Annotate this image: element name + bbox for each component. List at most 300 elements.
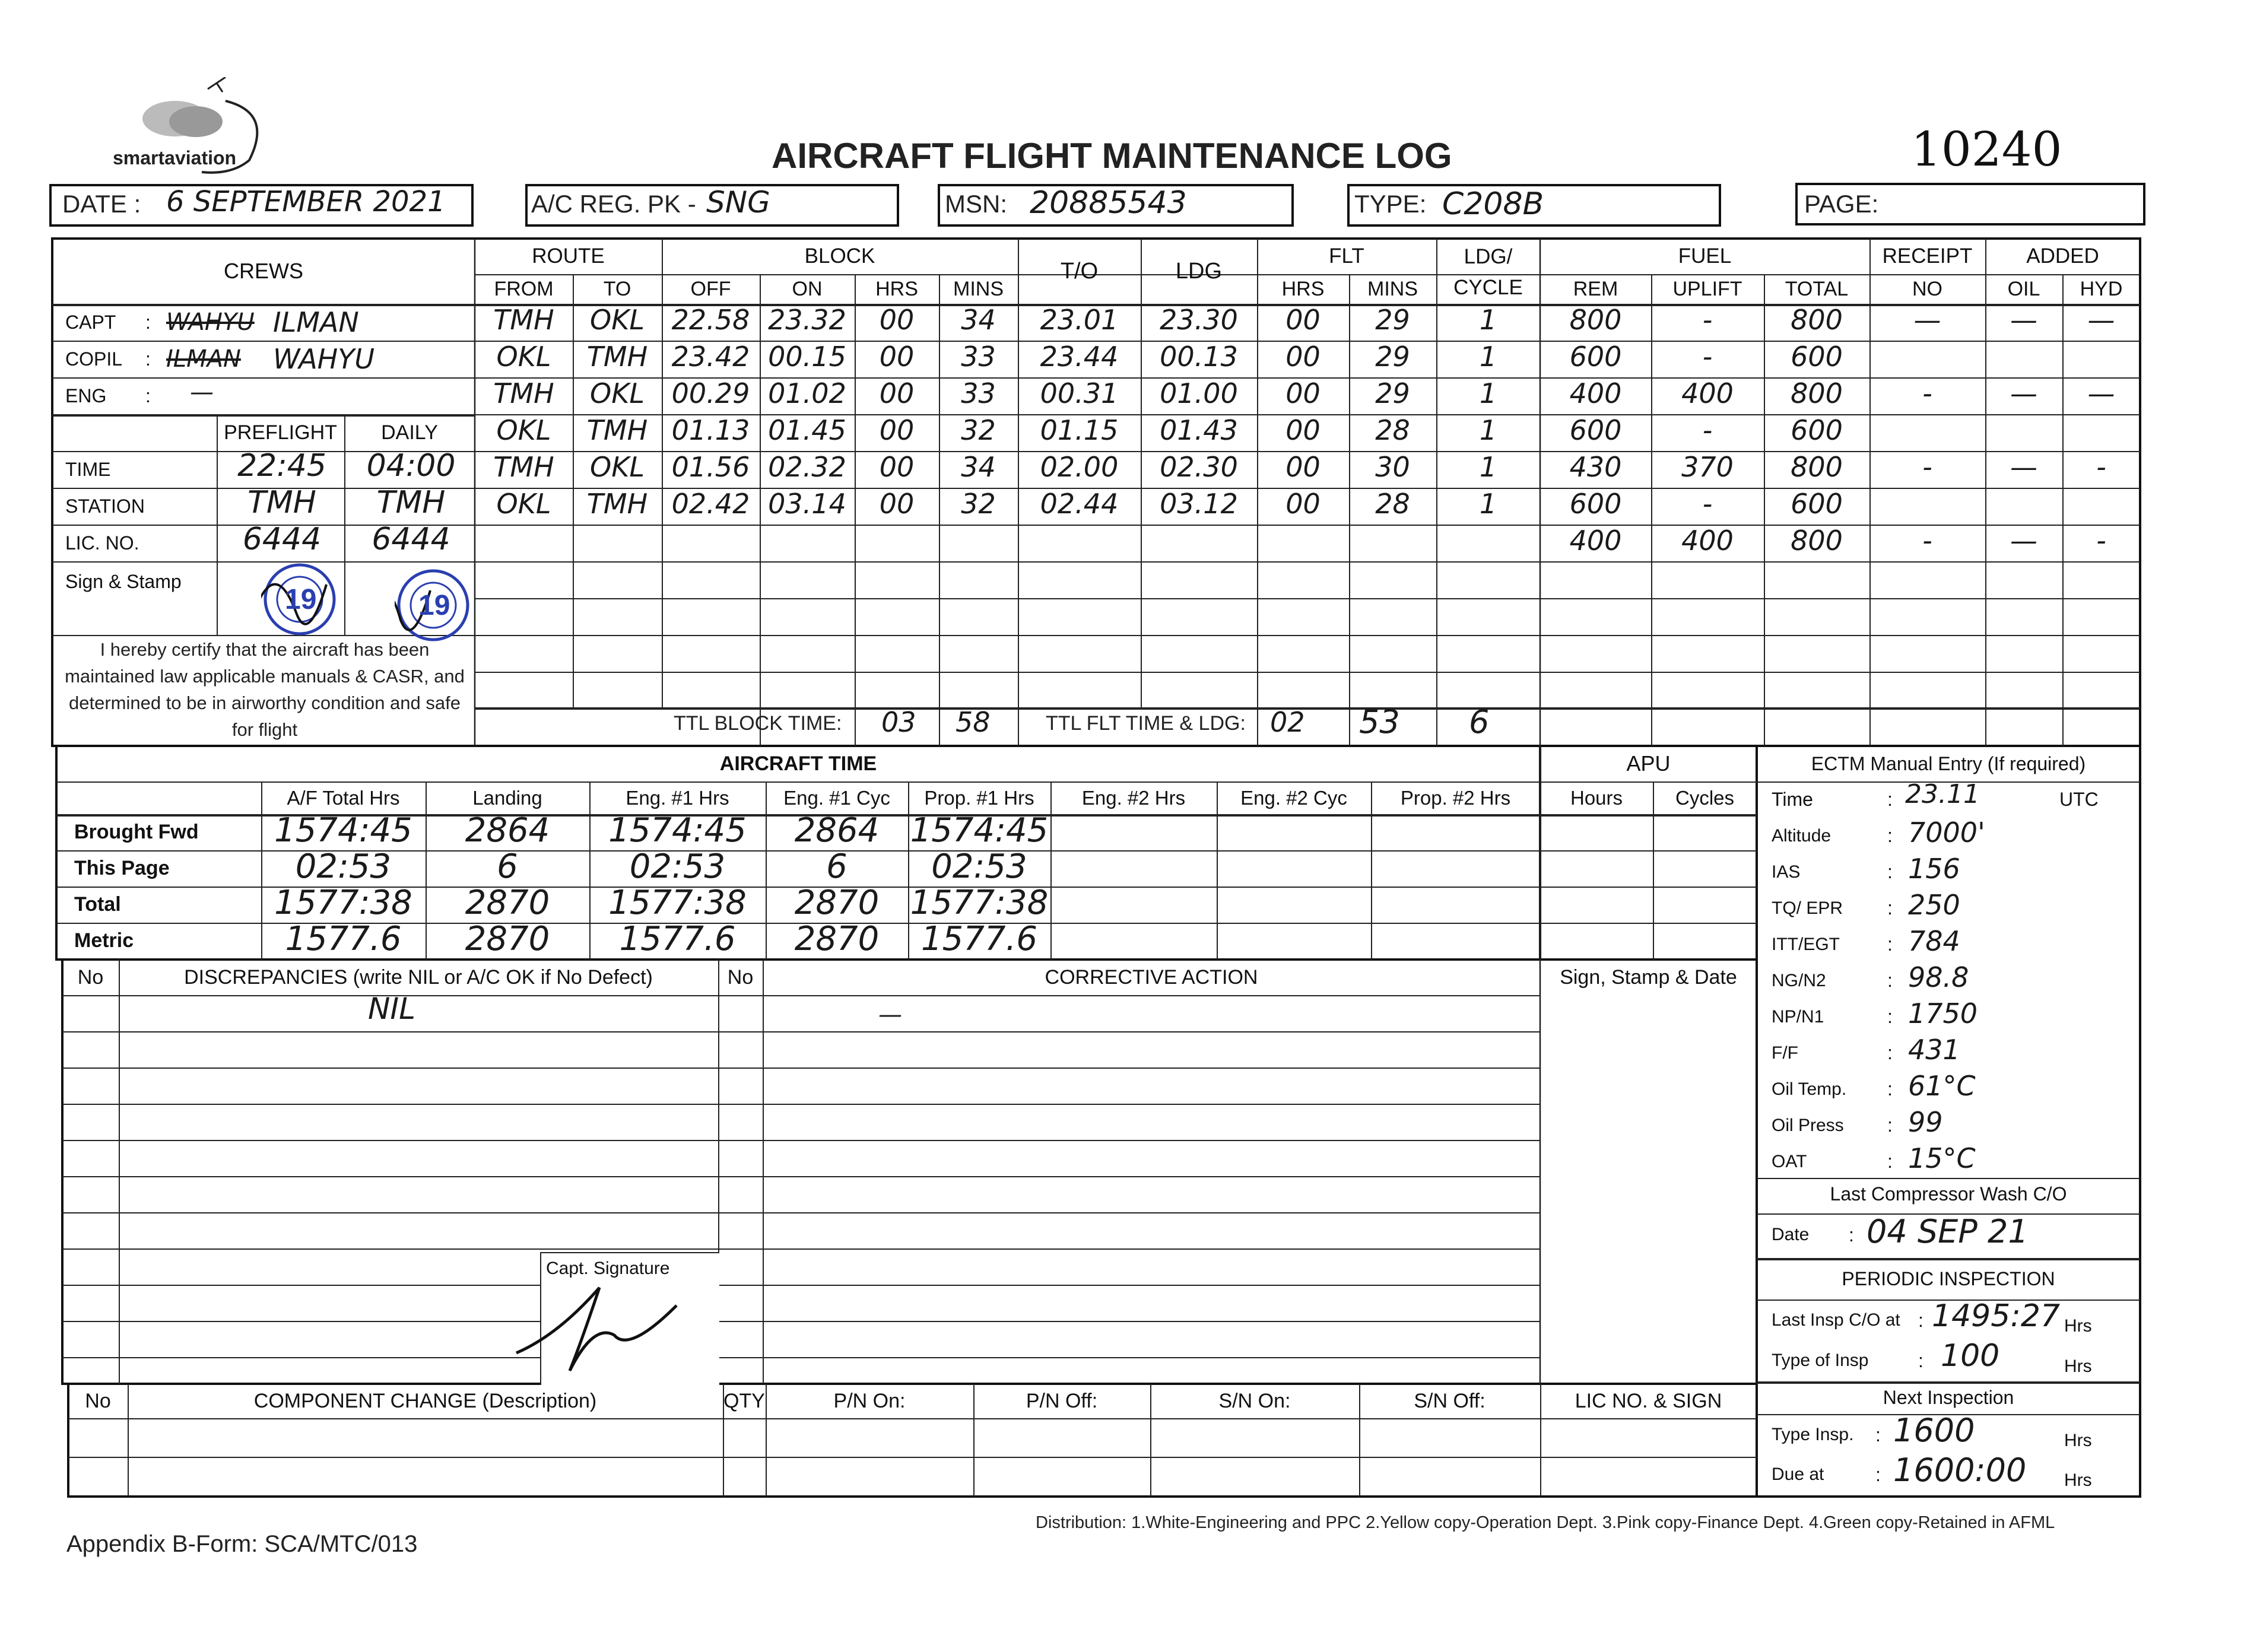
col-header-landing: LDG <box>1175 258 1223 284</box>
rule-line <box>1371 781 1372 960</box>
msn-value[interactable]: 20885543 <box>1030 185 1187 221</box>
rule-line <box>1359 1384 1360 1497</box>
crew-struck-name[interactable]: WAHYU <box>166 309 255 336</box>
corrective-entry[interactable]: — <box>878 1001 902 1028</box>
rule-line <box>718 1248 1540 1250</box>
ectm-value[interactable]: 99 <box>1908 1106 1943 1138</box>
rule-line <box>718 1212 1540 1213</box>
flight-cell-cycle[interactable]: 1 <box>1479 451 1497 483</box>
flight-cell-receipt[interactable]: - <box>1922 451 1932 483</box>
form-number: Appendix B-Form: SCA/MTC/013 <box>66 1531 418 1557</box>
flight-cell-uplift[interactable]: - <box>1702 304 1713 336</box>
hrs-label: Hrs <box>2064 1356 2092 1376</box>
logo-text: smartaviation <box>113 147 237 169</box>
capt-signature-label: Capt. Signature <box>546 1258 670 1278</box>
component-col-header: No <box>85 1389 111 1412</box>
ttl-block-mins[interactable]: 58 <box>956 706 991 738</box>
flight-cell-from[interactable]: OKL <box>496 414 551 446</box>
flight-cell-mins[interactable]: 32 <box>961 414 996 446</box>
aircraft-time-value[interactable]: 02:53 <box>931 847 1027 886</box>
hrs-label: Hrs <box>2064 1316 2092 1336</box>
flight-cell-uplift[interactable]: 400 <box>1681 525 1734 557</box>
crew-row-label: LIC. NO. <box>65 532 139 554</box>
preflight-value[interactable]: TMH <box>247 485 316 520</box>
flight-cell-to_[interactable]: 23.44 <box>1040 341 1119 373</box>
type-value[interactable]: C208B <box>1442 186 1544 222</box>
flight-cell-oil[interactable] <box>1985 338 2062 375</box>
flight-cell-off[interactable]: 01.56 <box>671 451 750 483</box>
ectm-value[interactable]: 98.8 <box>1908 961 1969 993</box>
type-insp-label: Type of Insp <box>1772 1351 1869 1370</box>
flight-cell-ldg[interactable]: 03.12 <box>1160 488 1238 520</box>
rule-line <box>718 1176 1540 1177</box>
colon: : <box>1887 1078 1893 1100</box>
ectm-label: Altitude <box>1772 825 1831 846</box>
ectm-label: Oil Press <box>1772 1115 1844 1135</box>
date-label: DATE : <box>62 190 141 218</box>
aircraft-time-value[interactable]: 2870 <box>794 919 880 958</box>
flight-cell-hrs[interactable]: 00 <box>879 377 915 409</box>
flight-cell-hrs[interactable]: 00 <box>879 414 915 446</box>
preflight-value[interactable]: 6444 <box>242 522 322 557</box>
aircraft-time-col-header: Landing <box>472 786 542 809</box>
rule-line <box>475 707 2140 710</box>
flight-cell-total[interactable]: 800 <box>1791 377 1843 409</box>
flight-cell-to[interactable]: TMH <box>586 414 648 446</box>
aircraft-time-value[interactable]: 1574:45 <box>608 811 747 850</box>
compressor-date-label: Date <box>1772 1225 1810 1244</box>
component-col-header: COMPONENT CHANGE (Description) <box>253 1389 597 1412</box>
next-type-label: Type Insp. <box>1772 1425 1854 1444</box>
next-type-value[interactable]: 1600 <box>1893 1411 1975 1449</box>
rule-line <box>1764 707 1765 746</box>
component-col-header: P/N Off: <box>1026 1389 1098 1412</box>
due-at-value[interactable]: 1600:00 <box>1893 1451 2027 1489</box>
flight-cell-uplift[interactable]: 400 <box>1681 377 1734 409</box>
flight-cell-cycle[interactable]: 1 <box>1479 488 1497 520</box>
ectm-value[interactable]: 156 <box>1908 853 1960 885</box>
flight-cell-receipt[interactable]: — <box>1913 304 1941 336</box>
col-header-route: ROUTE <box>532 244 605 268</box>
flight-cell-to[interactable]: TMH <box>586 341 648 373</box>
ectm-value[interactable]: 1750 <box>1908 997 1978 1030</box>
rule-line <box>1651 707 1652 746</box>
crew-role-label: COPIL <box>65 348 123 370</box>
flight-cell-cycle[interactable]: 1 <box>1479 304 1497 336</box>
col-subheader-to: TO <box>603 277 631 300</box>
last-insp-value[interactable]: 1495:27 <box>1932 1298 2061 1334</box>
apu-cycles-header: Cycles <box>1675 786 1735 809</box>
flight-cell-hrs[interactable]: 00 <box>879 304 915 336</box>
aircraft-time-value[interactable]: 6 <box>497 847 518 886</box>
flight-cell-fhrs[interactable]: 00 <box>1285 451 1321 483</box>
col-header-takeoff: T/O <box>1060 258 1099 284</box>
flight-cell-total[interactable]: 800 <box>1791 451 1843 483</box>
flight-cell-mins[interactable]: 34 <box>961 304 996 336</box>
flight-cell-receipt[interactable]: - <box>1922 377 1932 409</box>
flight-cell-to_[interactable]: 01.15 <box>1040 414 1119 446</box>
aircraft-time-value[interactable]: 1577.6 <box>921 919 1037 958</box>
rule-line <box>475 672 2140 673</box>
flight-cell-to[interactable]: OKL <box>590 451 645 483</box>
aircraft-time-col-header: Eng. #1 Hrs <box>626 786 729 809</box>
flight-cell-to[interactable]: TMH <box>586 488 648 520</box>
sign-stamp-date-header: Sign, Stamp & Date <box>1560 965 1737 989</box>
ttl-flt-mins[interactable]: 53 <box>1359 703 1400 741</box>
rule-line <box>718 1285 1540 1286</box>
rule-line <box>1540 814 1757 817</box>
flight-cell-mins[interactable]: 32 <box>961 488 996 520</box>
certify-statement <box>55 636 475 743</box>
aircraft-time-value[interactable]: 2864 <box>465 811 550 850</box>
flight-cell-receipt[interactable]: - <box>1922 525 1932 557</box>
aircraft-time-col-header: Eng. #2 Cyc <box>1240 786 1347 809</box>
flight-cell-on[interactable]: 01.45 <box>768 414 846 446</box>
flight-cell-hyd[interactable] <box>2062 338 2140 375</box>
flight-cell-fhrs[interactable]: 00 <box>1285 377 1321 409</box>
flight-cell-uplift[interactable]: - <box>1702 488 1713 520</box>
flight-cell-total[interactable]: 600 <box>1791 341 1843 373</box>
col-header-fuel: FUEL <box>1678 244 1732 268</box>
flight-cell-rem[interactable]: 430 <box>1569 451 1622 483</box>
flight-cell-receipt[interactable] <box>1869 338 1985 375</box>
compressor-date-value[interactable]: 04 SEP 21 <box>1867 1212 2029 1250</box>
aircraft-time-value[interactable]: 2870 <box>465 883 550 922</box>
flight-cell-rem[interactable]: 800 <box>1569 304 1622 336</box>
type-label: TYPE: <box>1354 190 1427 218</box>
page-title: AIRCRAFT FLIGHT MAINTENANCE LOG <box>772 136 1452 176</box>
preflight-value[interactable]: 22:45 <box>237 448 326 484</box>
ttl-flt-label: TTL FLT TIME & LDG: <box>1046 712 1246 735</box>
col-subheader-from: FROM <box>494 277 554 300</box>
ectm-value[interactable]: 7000' <box>1908 817 1985 849</box>
flight-cell-off[interactable]: 01.13 <box>671 414 750 446</box>
flight-cell-total[interactable]: 600 <box>1791 414 1843 446</box>
rule-line <box>766 1384 767 1497</box>
flight-cell-to_[interactable] <box>1018 522 1141 559</box>
rule-line <box>1257 707 1258 746</box>
flight-cell-fhrs[interactable]: 00 <box>1285 304 1321 336</box>
flight-cell-off[interactable]: 23.42 <box>671 341 750 373</box>
flight-cell-fhrs[interactable]: 00 <box>1285 488 1321 520</box>
flight-cell-to_[interactable]: 02.00 <box>1040 451 1119 483</box>
colon: : <box>1875 1463 1881 1485</box>
ttl-block-label: TTL BLOCK TIME: <box>674 712 842 735</box>
aircraft-time-value[interactable]: 1577:38 <box>910 883 1049 922</box>
flight-cell-hrs[interactable]: 00 <box>879 341 915 373</box>
colon: : <box>1887 897 1893 919</box>
flight-cell-to[interactable]: OKL <box>590 304 645 336</box>
rule-line <box>62 1212 718 1213</box>
flight-cell-hyd[interactable]: — <box>2087 304 2115 336</box>
flight-cell-on[interactable]: 02.32 <box>768 451 846 483</box>
flight-cell-hyd[interactable] <box>2062 412 2140 449</box>
rule-line <box>62 1140 718 1141</box>
crew-name[interactable]: ILMAN <box>273 306 359 338</box>
due-at-label: Due at <box>1772 1464 1824 1484</box>
colon: : <box>1887 1151 1893 1172</box>
aircraft-time-value[interactable]: 1577:38 <box>274 883 412 922</box>
ttl-block-hrs[interactable]: 03 <box>881 706 916 738</box>
ectm-value[interactable]: 23.11 <box>1905 779 1980 809</box>
flight-cell-on[interactable]: 03.14 <box>768 488 846 520</box>
col-header-ldg-cycle: LDG/ <box>1464 245 1513 268</box>
flight-cell-on[interactable]: 01.02 <box>768 377 846 409</box>
rule-line <box>1217 781 1218 960</box>
flight-cell-rem[interactable]: 400 <box>1569 377 1622 409</box>
colon: : <box>1887 825 1893 846</box>
ttl-ldg[interactable]: 6 <box>1469 703 1490 741</box>
flight-cell-hrs[interactable]: 00 <box>879 451 915 483</box>
rule-line <box>718 1104 1540 1105</box>
ectm-label: Time <box>1772 788 1813 810</box>
crew-row-label: TIME <box>65 458 111 480</box>
aircraft-time-value[interactable]: 1577:38 <box>608 883 747 922</box>
flight-cell-from[interactable]: OKL <box>496 488 551 520</box>
ectm-label: OAT <box>1772 1151 1807 1171</box>
rule-line <box>62 1031 718 1032</box>
rule-line <box>62 1176 718 1177</box>
date-value[interactable]: 6 SEPTEMBER 2021 <box>166 185 446 218</box>
rule-line <box>939 707 940 746</box>
flight-cell-total[interactable]: 800 <box>1791 304 1843 336</box>
rule-line <box>718 1140 1540 1141</box>
flight-cell-mins[interactable] <box>939 522 1018 559</box>
ectm-label: NG/N2 <box>1772 970 1826 990</box>
flight-cell-hyd[interactable]: — <box>2087 377 2115 409</box>
flight-cell-oil[interactable] <box>1985 485 2062 522</box>
rule-line <box>475 561 2140 563</box>
hrs-label: Hrs <box>2064 1431 2092 1450</box>
flight-cell-cycle[interactable]: 1 <box>1479 414 1497 446</box>
type-insp-value[interactable]: 100 <box>1941 1338 2000 1374</box>
component-col-header: S/N On: <box>1218 1389 1291 1412</box>
flight-cell-from[interactable]: TMH <box>493 377 554 409</box>
flight-cell-oil[interactable]: — <box>2010 451 2037 483</box>
component-col-header: LIC NO. & SIGN <box>1575 1389 1722 1412</box>
flight-cell-rem[interactable]: 600 <box>1569 341 1622 373</box>
rule-line <box>62 1104 718 1105</box>
certify-line: determined to be in airworthy condition and safe <box>68 692 461 713</box>
flight-cell-off[interactable] <box>662 522 760 559</box>
disc-no-header: No <box>77 965 104 989</box>
flight-cell-rem[interactable]: 600 <box>1569 488 1622 520</box>
aircraft-time-value[interactable]: 1577.6 <box>619 919 736 958</box>
flight-cell-from[interactable]: TMH <box>493 451 554 483</box>
rule-line <box>475 598 2140 599</box>
flight-cell-fmins[interactable]: 29 <box>1375 341 1410 373</box>
flight-cell-hyd[interactable] <box>2062 485 2140 522</box>
rule-line <box>855 707 856 746</box>
flight-cell-to[interactable]: OKL <box>590 377 645 409</box>
certify-line: I hereby certify that the aircraft has been <box>100 639 430 660</box>
page-label: PAGE: <box>1804 190 1879 218</box>
reg-value[interactable]: SNG <box>706 185 770 220</box>
rule-line <box>1018 707 1019 746</box>
ectm-title: ECTM Manual Entry (If required) <box>1811 752 2086 774</box>
flight-cell-hyd[interactable]: - <box>2096 451 2106 483</box>
capt-signature-mark <box>510 1270 700 1389</box>
next-inspection-title: Next Inspection <box>1883 1387 2014 1408</box>
flight-cell-on[interactable] <box>760 522 855 559</box>
flight-cell-uplift[interactable]: - <box>1702 341 1713 373</box>
flight-cell-total[interactable]: 600 <box>1791 488 1843 520</box>
msn-label: MSN: <box>945 190 1007 218</box>
flight-cell-from[interactable] <box>475 522 573 559</box>
rule-line <box>723 1384 724 1497</box>
rule-line <box>475 635 2140 636</box>
flight-cell-uplift[interactable]: - <box>1702 414 1713 446</box>
flight-cell-ldg[interactable]: 00.13 <box>1160 341 1238 373</box>
colon: : <box>1887 970 1893 991</box>
preflight-header: PREFLIGHT <box>224 421 337 444</box>
flight-cell-mins[interactable]: 33 <box>961 341 996 373</box>
flight-cell-total[interactable]: 800 <box>1791 525 1843 557</box>
flight-cell-from[interactable]: OKL <box>496 341 551 373</box>
aircraft-time-row-label: This Page <box>74 857 170 879</box>
flight-cell-on[interactable]: 00.15 <box>768 341 846 373</box>
colon: : <box>1887 788 1893 810</box>
stamp-daily <box>395 567 472 644</box>
aircraft-time-value[interactable]: 02:53 <box>295 847 392 886</box>
ttl-flt-hrs[interactable]: 02 <box>1270 706 1305 738</box>
flight-cell-off[interactable]: 02.42 <box>671 488 750 520</box>
col-subheader-total: TOTAL <box>1785 277 1849 300</box>
flight-cell-cycle[interactable]: 1 <box>1479 341 1497 373</box>
rule-line <box>718 1031 1540 1032</box>
aircraft-time-value[interactable]: 1574:45 <box>910 811 1049 850</box>
flight-cell-off[interactable]: 22.58 <box>671 304 750 336</box>
flight-cell-ldg[interactable]: 01.00 <box>1160 377 1238 409</box>
daily-value[interactable]: 04:00 <box>366 448 456 484</box>
flight-cell-to[interactable] <box>573 522 662 559</box>
rule-line <box>1150 1384 1151 1497</box>
flight-cell-ldg[interactable]: 02.30 <box>1160 451 1238 483</box>
crew-name[interactable]: — <box>190 379 214 406</box>
aircraft-time-value[interactable]: 1577.6 <box>285 919 402 958</box>
ectm-value[interactable]: 250 <box>1908 889 1960 921</box>
flight-cell-rem[interactable]: 600 <box>1569 414 1622 446</box>
aircraft-time-row-label: Total <box>74 893 121 916</box>
flight-cell-mins[interactable]: 33 <box>961 377 996 409</box>
flight-cell-on[interactable]: 23.32 <box>768 304 846 336</box>
flight-cell-to_[interactable]: 00.31 <box>1040 377 1119 409</box>
flight-cell-oil[interactable]: — <box>2010 377 2037 409</box>
flight-cell-receipt[interactable] <box>1869 412 1985 449</box>
col-subheader-off: OFF <box>690 277 731 300</box>
flight-cell-to_[interactable]: 02.44 <box>1040 488 1119 520</box>
ectm-label: Oil Temp. <box>1772 1079 1847 1099</box>
aircraft-time-value[interactable]: 2864 <box>794 811 880 850</box>
aircraft-time-value[interactable]: 2870 <box>794 883 880 922</box>
reg-label: A/C REG. PK - <box>531 190 696 218</box>
discrepancy-entry[interactable]: NIL <box>367 992 415 1026</box>
flight-cell-ldg[interactable]: 23.30 <box>1160 304 1238 336</box>
flight-cell-fhrs[interactable]: 00 <box>1285 414 1321 446</box>
flight-cell-rem[interactable]: 400 <box>1569 525 1622 557</box>
flight-cell-cycle[interactable]: 1 <box>1479 377 1497 409</box>
flight-cell-fmins[interactable]: 30 <box>1375 451 1410 483</box>
certify-line: maintained law applicable manuals & CASR, and <box>65 666 465 687</box>
flight-cell-fmins[interactable] <box>1349 522 1436 559</box>
ectm-value[interactable]: 784 <box>1908 925 1960 957</box>
flight-cell-fmins[interactable]: 28 <box>1375 414 1410 446</box>
col-subheader-rem: REM <box>1573 277 1618 300</box>
flight-cell-ldg[interactable] <box>1141 522 1257 559</box>
aircraft-time-title: AIRCRAFT TIME <box>719 752 877 775</box>
flight-cell-fhrs[interactable]: 00 <box>1285 341 1321 373</box>
ectm-value[interactable]: 15°C <box>1908 1142 1976 1174</box>
aircraft-time-value[interactable]: 2870 <box>465 919 550 958</box>
ectm-value[interactable]: 431 <box>1908 1034 1960 1066</box>
colon: : <box>1918 1349 1923 1371</box>
aircraft-time-value[interactable]: 1574:45 <box>274 811 412 850</box>
daily-value[interactable]: TMH <box>376 485 446 520</box>
flight-cell-oil[interactable] <box>1985 412 2062 449</box>
rule-line <box>68 1418 1757 1419</box>
flight-cell-oil[interactable]: — <box>2010 304 2037 336</box>
flight-cell-hrs[interactable]: 00 <box>879 488 915 520</box>
flight-cell-hrs[interactable] <box>855 522 939 559</box>
col-subheader-fmins: MINS <box>1367 277 1418 300</box>
flight-cell-cycle[interactable] <box>1436 522 1540 559</box>
aircraft-time-row-label: Brought Fwd <box>74 821 199 843</box>
component-col-header: S/N Off: <box>1414 1389 1485 1412</box>
flight-cell-oil[interactable]: — <box>2010 525 2037 557</box>
flight-cell-fmins[interactable]: 29 <box>1375 304 1410 336</box>
aircraft-time-col-header: Prop. #2 Hrs <box>1400 786 1511 809</box>
aircraft-time-value[interactable]: 6 <box>826 847 847 886</box>
flight-cell-fhrs[interactable] <box>1257 522 1349 559</box>
stamp-daily-number: 19 <box>418 590 450 621</box>
apu-hours-header: Hours <box>1570 786 1623 809</box>
rule-line <box>1436 707 1437 746</box>
colon: : <box>145 348 151 370</box>
apu-title: APU <box>1626 751 1671 776</box>
flight-cell-uplift[interactable]: 370 <box>1681 451 1734 483</box>
col-subheader-on: ON <box>792 277 823 300</box>
stamp-preflight-number: 19 <box>285 584 317 615</box>
aircraft-time-value[interactable]: 02:53 <box>629 847 726 886</box>
ectm-label: TQ/ EPR <box>1772 898 1843 918</box>
flight-cell-receipt[interactable] <box>1869 485 1985 522</box>
col-subheader-receipt: NO <box>1912 277 1942 300</box>
crew-struck-name[interactable]: ILMAN <box>166 345 241 373</box>
crew-name[interactable]: WAHYU <box>273 343 375 375</box>
corrective-no-header: No <box>727 965 754 989</box>
flight-cell-fmins[interactable]: 28 <box>1375 488 1410 520</box>
col-header-crews: CREWS <box>224 259 303 283</box>
colon: : <box>1849 1224 1854 1246</box>
flight-cell-mins[interactable]: 34 <box>961 451 996 483</box>
flight-cell-off[interactable]: 00.29 <box>671 377 750 409</box>
flight-cell-to_[interactable]: 23.01 <box>1040 304 1119 336</box>
corrective-action-header: CORRECTIVE ACTION <box>1045 965 1258 989</box>
rule-line <box>128 1384 129 1497</box>
daily-header: DAILY <box>381 421 438 444</box>
rule-line <box>1540 923 1757 924</box>
flight-cell-fmins[interactable]: 29 <box>1375 377 1410 409</box>
colon: : <box>145 311 151 333</box>
flight-cell-ldg[interactable]: 01.43 <box>1160 414 1238 446</box>
rule-line <box>1540 850 1757 852</box>
daily-value[interactable]: 6444 <box>372 522 450 557</box>
rule-line <box>2062 707 2064 746</box>
ectm-value[interactable]: 61°C <box>1908 1070 1976 1102</box>
flight-cell-hyd[interactable]: - <box>2096 525 2106 557</box>
col-header-added: ADDED <box>2026 244 2099 268</box>
flight-cell-from[interactable]: TMH <box>493 304 554 336</box>
